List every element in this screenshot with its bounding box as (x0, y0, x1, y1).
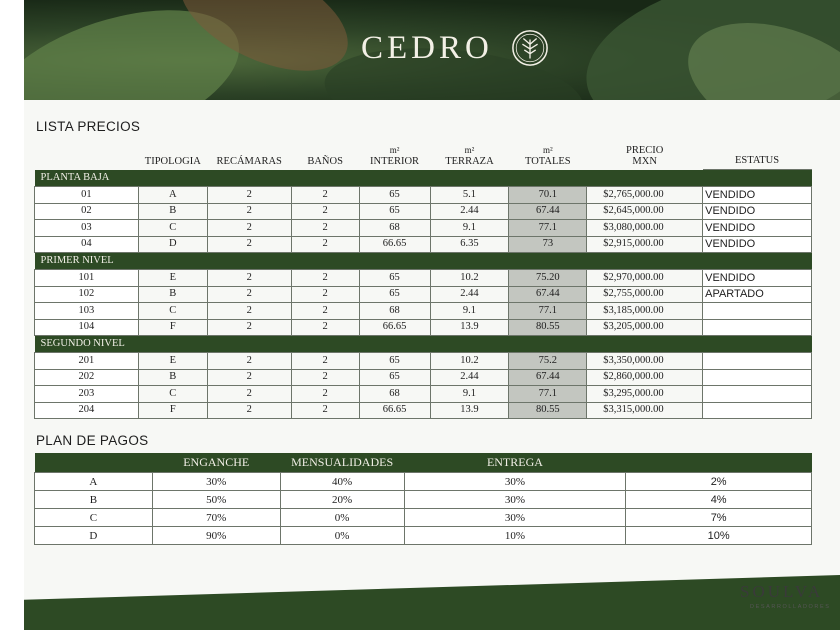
totales-cell: 75.2 (509, 353, 587, 370)
level-name: SEGUNDO NIVEL (35, 336, 139, 353)
recamaras-cell: 2 (207, 369, 291, 386)
entrega-cell: 30% (404, 509, 626, 527)
table-row (35, 319, 812, 336)
terraza-cell: 13.9 (430, 319, 509, 336)
payment-row (35, 473, 812, 491)
estatus-header: ESTATUS (703, 139, 812, 170)
interior-cell: 68 (359, 386, 430, 403)
precio-label: PRECIO (626, 144, 664, 156)
precio-currency: MXN (632, 155, 657, 167)
totales-cell: 80.55 (509, 402, 587, 419)
terraza-cell: 9.1 (430, 386, 509, 403)
precio-cell: $2,860,000.00 (587, 369, 703, 386)
entrega-cell: 30% (404, 491, 626, 509)
interior-cell: 65 (359, 270, 430, 287)
estatus-cell (703, 402, 812, 419)
price-table (34, 139, 812, 419)
totales-cell: 73 (509, 236, 587, 253)
interior-cell: 65 (359, 286, 430, 303)
entrega-cell: 30% (404, 473, 626, 491)
estatus-cell: VENDIDO (703, 203, 812, 220)
mensualidades-cell: 0% (280, 509, 404, 527)
unit-cell: 103 (35, 303, 139, 320)
estatus-cell: VENDIDO (703, 236, 812, 253)
unit-cell: 102 (35, 286, 139, 303)
banos-cell: 2 (291, 286, 359, 303)
payment-row (35, 491, 812, 509)
developer-subtitle: DESARROLLADORES (750, 604, 831, 610)
estatus-cell (703, 353, 812, 370)
level-row-fill (138, 253, 811, 270)
unit-cell: 03 (35, 220, 139, 237)
unit-cell: 101 (35, 270, 139, 287)
totales-cell: 67.44 (509, 203, 587, 220)
precio-header (587, 139, 703, 170)
tree-logo-icon (511, 29, 549, 67)
banos-cell: 2 (291, 187, 359, 204)
terraza-cell: 10.2 (430, 353, 509, 370)
plan-cell: C (35, 509, 153, 527)
table-header-row (35, 139, 812, 170)
price-sheet (24, 0, 840, 630)
tipologia-cell: C (138, 303, 207, 320)
brand-name: CEDRO (361, 30, 493, 66)
unit-cell: 104 (35, 319, 139, 336)
unit-cell: 01 (35, 187, 139, 204)
tipologia-cell: C (138, 386, 207, 403)
terraza-cell: 2.44 (430, 369, 509, 386)
table-row (35, 369, 812, 386)
extra-cell: 4% (626, 491, 812, 509)
payment-plan-table (34, 453, 812, 545)
unit-cell: 04 (35, 236, 139, 253)
precio-cell: $3,080,000.00 (587, 220, 703, 237)
payment-row (35, 509, 812, 527)
precio-cell: $3,205,000.00 (587, 319, 703, 336)
unit-cell: 204 (35, 402, 139, 419)
recamaras-cell: 2 (207, 236, 291, 253)
estatus-cell (703, 369, 812, 386)
plan-cell: B (35, 491, 153, 509)
terraza-cell: 9.1 (430, 303, 509, 320)
banos-cell: 2 (291, 402, 359, 419)
terraza-header (430, 139, 509, 170)
banos-cell: 2 (291, 319, 359, 336)
tipologia-cell: C (138, 220, 207, 237)
totales-cell: 77.1 (509, 303, 587, 320)
entrega-header: ENTREGA (404, 453, 626, 473)
totales-label: TOTALES (525, 155, 571, 167)
header-banner (24, 0, 840, 100)
table-row (35, 270, 812, 287)
estatus-cell: VENDIDO (703, 220, 812, 237)
level-row (35, 253, 812, 270)
recamaras-cell: 2 (207, 386, 291, 403)
recamaras-header: RECÁMARAS (216, 155, 282, 167)
level-name: PRIMER NIVEL (35, 253, 139, 270)
unit-cell: 202 (35, 369, 139, 386)
extra-cell: 7% (626, 509, 812, 527)
interior-label: INTERIOR (370, 155, 420, 167)
table-row (35, 353, 812, 370)
interior-cell: 66.65 (359, 236, 430, 253)
interior-cell: 66.65 (359, 402, 430, 419)
recamaras-cell: 2 (207, 286, 291, 303)
terraza-cell: 2.44 (430, 286, 509, 303)
recamaras-cell: 2 (207, 270, 291, 287)
totales-cell: 67.44 (509, 369, 587, 386)
recamaras-cell: 2 (207, 203, 291, 220)
terraza-label: TERRAZA (445, 155, 494, 167)
terraza-cell: 5.1 (430, 187, 509, 204)
totales-cell: 77.1 (509, 220, 587, 237)
tipologia-cell: D (138, 236, 207, 253)
banos-header: BAÑOS (307, 155, 343, 167)
totales-cell: 77.1 (509, 386, 587, 403)
enganche-cell: 30% (152, 473, 280, 491)
recamaras-cell: 2 (207, 187, 291, 204)
mensualidades-cell: 20% (280, 491, 404, 509)
precio-cell: $2,970,000.00 (587, 270, 703, 287)
level-row (35, 170, 812, 187)
tipologia-cell: B (138, 286, 207, 303)
payment-header-row (35, 453, 812, 473)
precio-cell: $2,755,000.00 (587, 286, 703, 303)
unit-cell: 02 (35, 203, 139, 220)
banos-cell: 2 (291, 236, 359, 253)
plan-cell: A (35, 473, 153, 491)
interior-cell: 68 (359, 220, 430, 237)
mensualidades-cell: 40% (280, 473, 404, 491)
totales-header (509, 139, 587, 170)
precio-cell: $3,185,000.00 (587, 303, 703, 320)
terraza-cell: 6.35 (430, 236, 509, 253)
unit-cell: 201 (35, 353, 139, 370)
extra-cell: 10% (626, 527, 812, 545)
terraza-unit: m² (464, 144, 475, 155)
developer-logo: SOULVA (740, 582, 824, 601)
precio-cell: $3,295,000.00 (587, 386, 703, 403)
enganche-cell: 50% (152, 491, 280, 509)
precio-cell: $2,915,000.00 (587, 236, 703, 253)
banos-cell: 2 (291, 353, 359, 370)
recamaras-cell: 2 (207, 402, 291, 419)
terraza-cell: 13.9 (430, 402, 509, 419)
banos-cell: 2 (291, 303, 359, 320)
enganche-header: ENGANCHE (152, 453, 280, 473)
plan-cell: D (35, 527, 153, 545)
table-row (35, 402, 812, 419)
payment-table-body (35, 473, 812, 545)
banos-cell: 2 (291, 369, 359, 386)
interior-cell: 65 (359, 187, 430, 204)
table-row (35, 203, 812, 220)
recamaras-cell: 2 (207, 319, 291, 336)
table-row (35, 286, 812, 303)
banos-cell: 2 (291, 386, 359, 403)
interior-cell: 65 (359, 369, 430, 386)
interior-cell: 65 (359, 353, 430, 370)
interior-cell: 66.65 (359, 319, 430, 336)
tipologia-cell: F (138, 319, 207, 336)
precio-cell: $2,765,000.00 (587, 187, 703, 204)
level-row (35, 336, 812, 353)
unit-cell: 203 (35, 386, 139, 403)
tipologia-cell: B (138, 369, 207, 386)
interior-unit: m² (389, 144, 400, 155)
extra-header (626, 453, 812, 473)
estatus-cell: APARTADO (703, 286, 812, 303)
banos-cell: 2 (291, 220, 359, 237)
totales-cell: 70.1 (509, 187, 587, 204)
tipologia-cell: E (138, 353, 207, 370)
entrega-cell: 10% (404, 527, 626, 545)
payment-row (35, 527, 812, 545)
recamaras-cell: 2 (207, 220, 291, 237)
banos-cell: 2 (291, 270, 359, 287)
tipologia-cell: F (138, 402, 207, 419)
estatus-cell: VENDIDO (703, 270, 812, 287)
precio-cell: $3,350,000.00 (587, 353, 703, 370)
table-row (35, 187, 812, 204)
price-list-title: LISTA PRECIOS (36, 119, 141, 134)
table-row (35, 303, 812, 320)
estatus-cell (703, 386, 812, 403)
banos-cell: 2 (291, 203, 359, 220)
enganche-cell: 90% (152, 527, 280, 545)
precio-cell: $2,645,000.00 (587, 203, 703, 220)
interior-header (359, 139, 430, 170)
level-row-fill (138, 170, 811, 187)
extra-cell: 2% (626, 473, 812, 491)
unit-header (35, 139, 139, 170)
enganche-cell: 70% (152, 509, 280, 527)
terraza-cell: 10.2 (430, 270, 509, 287)
interior-cell: 68 (359, 303, 430, 320)
price-table-body (35, 170, 812, 419)
tipologia-header: TIPOLOGIA (144, 155, 201, 167)
interior-cell: 65 (359, 203, 430, 220)
estatus-cell (703, 319, 812, 336)
level-row-fill (138, 336, 811, 353)
totales-cell: 67.44 (509, 286, 587, 303)
tipologia-cell: B (138, 203, 207, 220)
estatus-cell (703, 303, 812, 320)
totales-cell: 80.55 (509, 319, 587, 336)
recamaras-cell: 2 (207, 303, 291, 320)
mensualidades-cell: 0% (280, 527, 404, 545)
precio-cell: $3,315,000.00 (587, 402, 703, 419)
totales-cell: 75.20 (509, 270, 587, 287)
table-row (35, 236, 812, 253)
plan-header (35, 453, 153, 473)
mensualidades-header: MENSUALIDADES (280, 453, 404, 473)
tipologia-cell: A (138, 187, 207, 204)
estatus-cell: VENDIDO (703, 187, 812, 204)
tipologia-cell: E (138, 270, 207, 287)
recamaras-cell: 2 (207, 353, 291, 370)
payment-plan-title: PLAN DE PAGOS (36, 433, 149, 448)
table-row (35, 220, 812, 237)
level-name: PLANTA BAJA (35, 170, 139, 187)
totales-unit: m² (542, 144, 553, 155)
terraza-cell: 9.1 (430, 220, 509, 237)
terraza-cell: 2.44 (430, 203, 509, 220)
table-row (35, 386, 812, 403)
